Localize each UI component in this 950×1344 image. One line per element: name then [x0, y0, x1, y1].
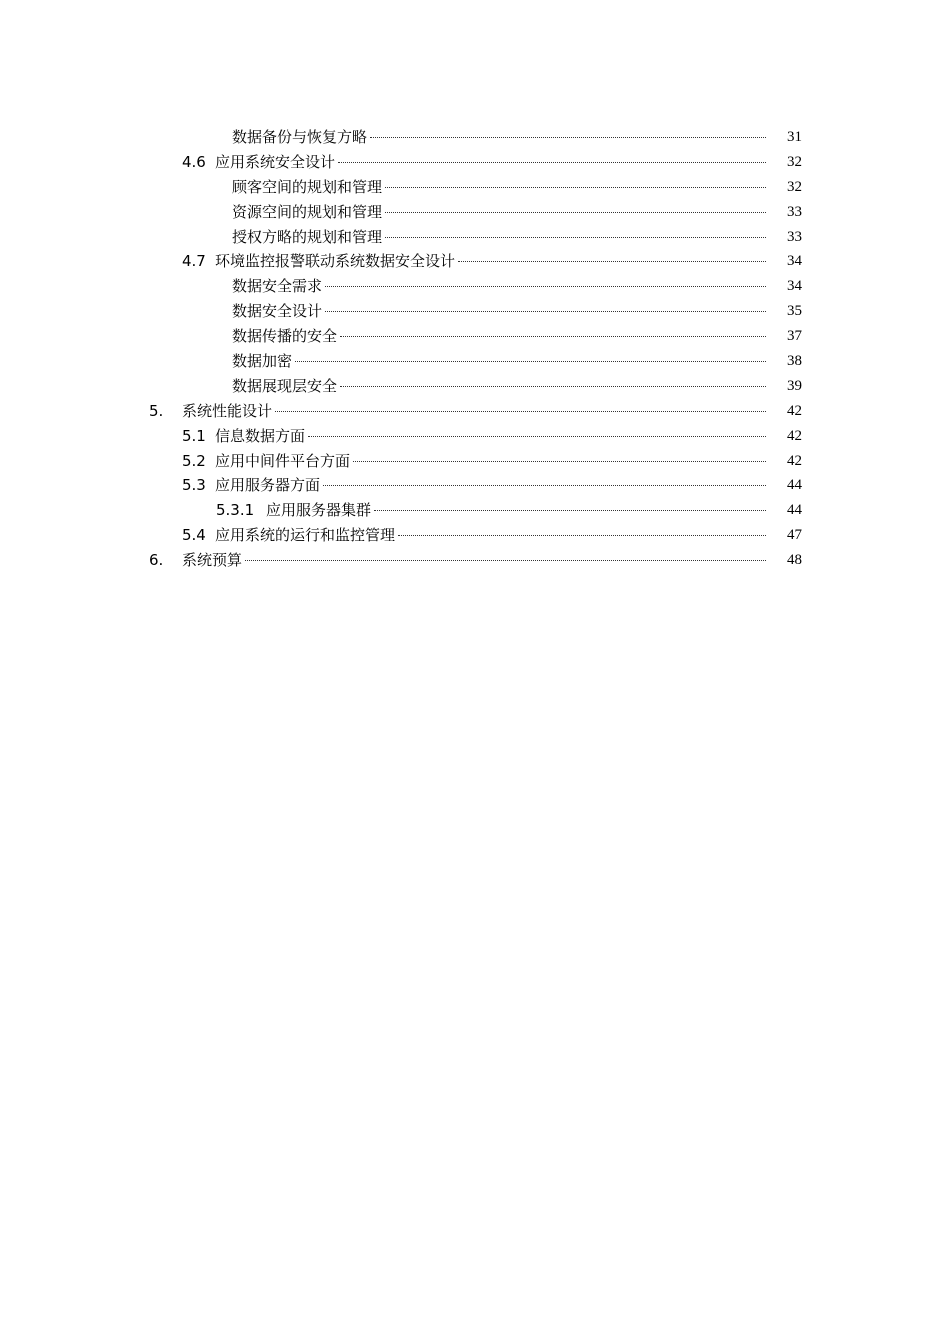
- table-of-contents: [0, 125, 950, 573]
- toc-entry[interactable]: [0, 150, 950, 175]
- toc-dot-leader: [338, 162, 766, 163]
- toc-entry[interactable]: [0, 399, 950, 424]
- toc-page-number: 44: [787, 502, 802, 519]
- toc-entry-body: [232, 374, 768, 399]
- toc-entry[interactable]: [0, 299, 950, 324]
- toc-entry-title: 数据传播的安全: [232, 327, 338, 346]
- toc-dot-leader: [340, 336, 766, 337]
- toc-entry-body: [266, 498, 768, 523]
- toc-entry[interactable]: [0, 473, 950, 498]
- toc-page-number: 32: [787, 178, 802, 195]
- toc-entry-body: [215, 249, 768, 274]
- toc-section-number: 5.3: [182, 476, 206, 495]
- toc-page-number: 42: [787, 452, 802, 469]
- toc-entry-title: 环境监控报警联动系统数据安全设计: [215, 252, 456, 271]
- toc-entry[interactable]: [0, 225, 950, 250]
- toc-entry-title: 系统预算: [182, 551, 243, 570]
- toc-dot-leader: [353, 461, 766, 462]
- toc-entry-title: 数据安全设计: [232, 302, 323, 321]
- toc-entry-title: 应用系统的运行和监控管理: [215, 526, 396, 545]
- toc-section-number: 4.6: [182, 152, 206, 171]
- toc-entry[interactable]: [0, 548, 950, 573]
- toc-section-number: 6.: [149, 551, 164, 570]
- toc-entry-body: [215, 424, 768, 449]
- toc-entry[interactable]: [0, 175, 950, 200]
- toc-entry[interactable]: [0, 274, 950, 299]
- toc-dot-leader: [385, 187, 766, 188]
- toc-dot-leader: [295, 361, 766, 362]
- toc-entry[interactable]: [0, 249, 950, 274]
- toc-page-number: 42: [787, 427, 802, 444]
- toc-page-number: 47: [787, 527, 802, 544]
- toc-page-number: 35: [787, 303, 802, 320]
- toc-section-number: 5.2: [182, 451, 206, 470]
- toc-entry-title: 授权方略的规划和管理: [232, 227, 383, 246]
- toc-entry[interactable]: [0, 125, 950, 150]
- toc-page-number: 37: [787, 328, 802, 345]
- toc-entry-title: 数据展现层安全: [232, 376, 338, 395]
- toc-entry-body: [232, 200, 768, 225]
- toc-entry-body: [232, 324, 768, 349]
- toc-entry-title: 数据加密: [232, 352, 293, 371]
- toc-entry-title: 资源空间的规划和管理: [232, 202, 383, 221]
- toc-page-number: 34: [787, 253, 802, 270]
- toc-dot-leader: [323, 485, 766, 486]
- toc-entry[interactable]: [0, 523, 950, 548]
- toc-dot-leader: [398, 535, 766, 536]
- toc-page-number: 33: [787, 203, 802, 220]
- toc-entry-body: [215, 150, 768, 175]
- toc-page-number: 31: [787, 129, 802, 145]
- toc-entry-body: [232, 225, 768, 250]
- toc-entry[interactable]: [0, 498, 950, 523]
- toc-entry-body: [215, 473, 768, 498]
- toc-entry-body: [182, 548, 768, 573]
- toc-page-number: 33: [787, 228, 802, 245]
- toc-entry[interactable]: [0, 424, 950, 449]
- toc-dot-leader: [325, 286, 766, 287]
- toc-entry-title: 应用系统安全设计: [215, 152, 336, 171]
- toc-entry-body: [232, 349, 768, 374]
- toc-page-number: 44: [787, 477, 802, 494]
- toc-section-number: 5.: [149, 401, 164, 420]
- toc-section-number: 5.3.1: [216, 501, 255, 520]
- toc-dot-leader: [374, 510, 766, 511]
- toc-section-number: 4.7: [182, 252, 206, 271]
- toc-dot-leader: [325, 311, 766, 312]
- toc-entry-title: 系统性能设计: [182, 401, 273, 420]
- toc-entry-title: 应用中间件平台方面: [215, 451, 351, 470]
- toc-dot-leader: [340, 386, 766, 387]
- toc-entry-body: [182, 399, 768, 424]
- toc-entry-body: [232, 175, 768, 200]
- toc-section-number: 5.4: [182, 526, 206, 545]
- toc-page-number: 39: [787, 377, 802, 394]
- toc-entry[interactable]: [0, 200, 950, 225]
- toc-page-number: 38: [787, 353, 802, 370]
- toc-dot-leader: [458, 261, 766, 262]
- toc-dot-leader: [370, 137, 766, 138]
- toc-entry-body: [232, 299, 768, 324]
- toc-entry[interactable]: [0, 324, 950, 349]
- toc-dot-leader: [308, 436, 766, 437]
- toc-entry[interactable]: [0, 374, 950, 399]
- toc-entry-body: [232, 274, 768, 299]
- toc-dot-leader: [385, 212, 766, 213]
- toc-entry-title: 顾客空间的规划和管理: [232, 177, 383, 196]
- toc-entry-title: 数据安全需求: [232, 277, 323, 296]
- toc-dot-leader: [245, 560, 766, 561]
- toc-entry-title: 数据备份与恢复方略: [232, 128, 368, 146]
- toc-page-number: 34: [787, 278, 802, 295]
- toc-page-number: 48: [787, 552, 802, 569]
- toc-entry[interactable]: [0, 349, 950, 374]
- toc-dot-leader: [275, 411, 766, 412]
- toc-page-number: 42: [787, 402, 802, 419]
- toc-entry[interactable]: [0, 449, 950, 474]
- toc-entry-body: [232, 125, 768, 150]
- toc-dot-leader: [385, 237, 766, 238]
- toc-entry-body: [215, 449, 768, 474]
- toc-page-number: 32: [787, 153, 802, 170]
- toc-entry-body: [215, 523, 768, 548]
- toc-entry-title: 应用服务器集群: [266, 501, 372, 520]
- toc-entry-title: 信息数据方面: [215, 426, 306, 445]
- toc-section-number: 5.1: [182, 426, 206, 445]
- toc-entry-title: 应用服务器方面: [215, 476, 321, 495]
